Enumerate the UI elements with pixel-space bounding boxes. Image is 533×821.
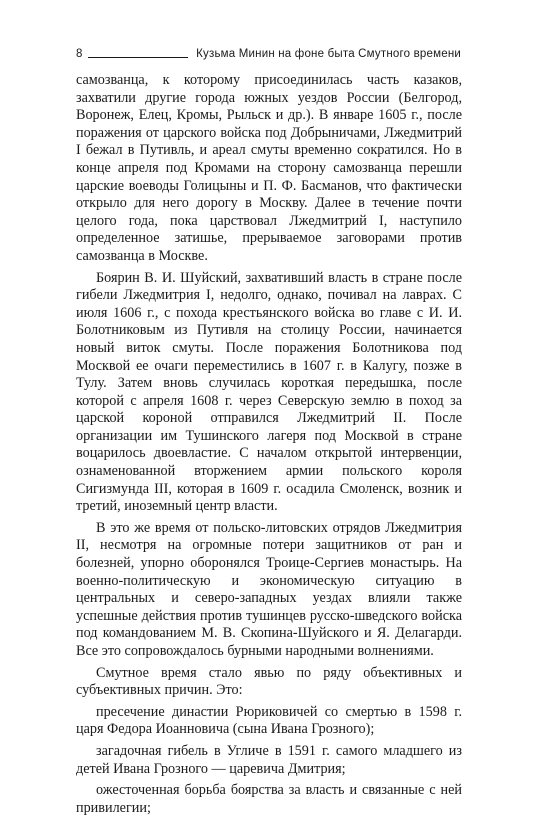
paragraph: В это же время от польско-литовских отрядов Лжедмитрия II, несмотря на огромные потери защитников от ран и болезней, упорно оборонялся Троице-Сергиев монастырь. На военно-политическую и экономическую ситуацию в центральных и северо-западных уездах влияли также успешные действия против тушинцев русско-шведского войска под командованием М. В. Скопина-Шуйского и Я. Делагарди. Все это сопровождалось бурными народными волнениями.: [76, 519, 462, 659]
list-item: загадочная гибель в Угличе в 1591 г. самого младшего из детей Ивана Грозного — царевича Дмитрия;: [76, 742, 462, 777]
paragraph: Боярин В. И. Шуйский, захвативший власть в стране после гибели Лжедмитрия I, недолго, однако, почивал на лаврах. С июля 1606 г., с похода крестьянского войска во главе с И. И. Болотниковым из Путивля на столицу России, начинается новый виток смуты. После поражения Болотникова под Москвой ее очаги переместились в 1607 г. в Калугу, позже в Тулу. Затем вновь случилась короткая передышка, после которой с апреля 1608 г. через Северскую землю в поход за царской короной отправился Лжедмитрий II. После организации им Тушинского лагеря под Москвой в стране воцарилось двоевластие. С началом открытой интервенции, ознаменованной вторжением армии польского короля Сигизмунда III, которая в 1609 г. осадила Смоленск, возник и третий, иноземный центр власти.: [76, 269, 462, 515]
page-number: 8: [76, 48, 83, 60]
page-body: [76, 72, 462, 821]
header-rule: [88, 50, 188, 58]
running-header: [76, 46, 461, 62]
list-item: пресечение династии Рюриковичей со смертью в 1598 г. царя Федора Иоанновича (сына Ивана Грозного);: [76, 703, 462, 738]
paragraph: Смутное время стало явью по ряду объективных и субъективных причин. Это:: [76, 664, 462, 699]
running-title: Кузьма Минин на фоне быта Смутного времени: [196, 48, 461, 60]
list-item: ожесточенная борьба боярства за власть и связанные с ней привилегии;: [76, 782, 462, 816]
paragraph: самозванца, к которому присоединилась часть казаков, захватили другие города южных уездов России (Белгород, Воронеж, Елец, Кромы, Рыльск и др.). В январе 1605 г., после поражения от царского войска под Добрыничами, Лжедмитрий I бежал в Путивль, и ареал смуты временно сократился. Но в конце апреля под Кромами на сторону самозванца перешли царские воеводы Голицыны и П. Ф. Басманов, что фактически открыло для него дорогу в Москву. Далее в течение почти целого года, пока царствовал Лжедмитрий I, наступило определенное затишье, прерываемое заговорами против самозванца в Москве.: [76, 72, 462, 264]
